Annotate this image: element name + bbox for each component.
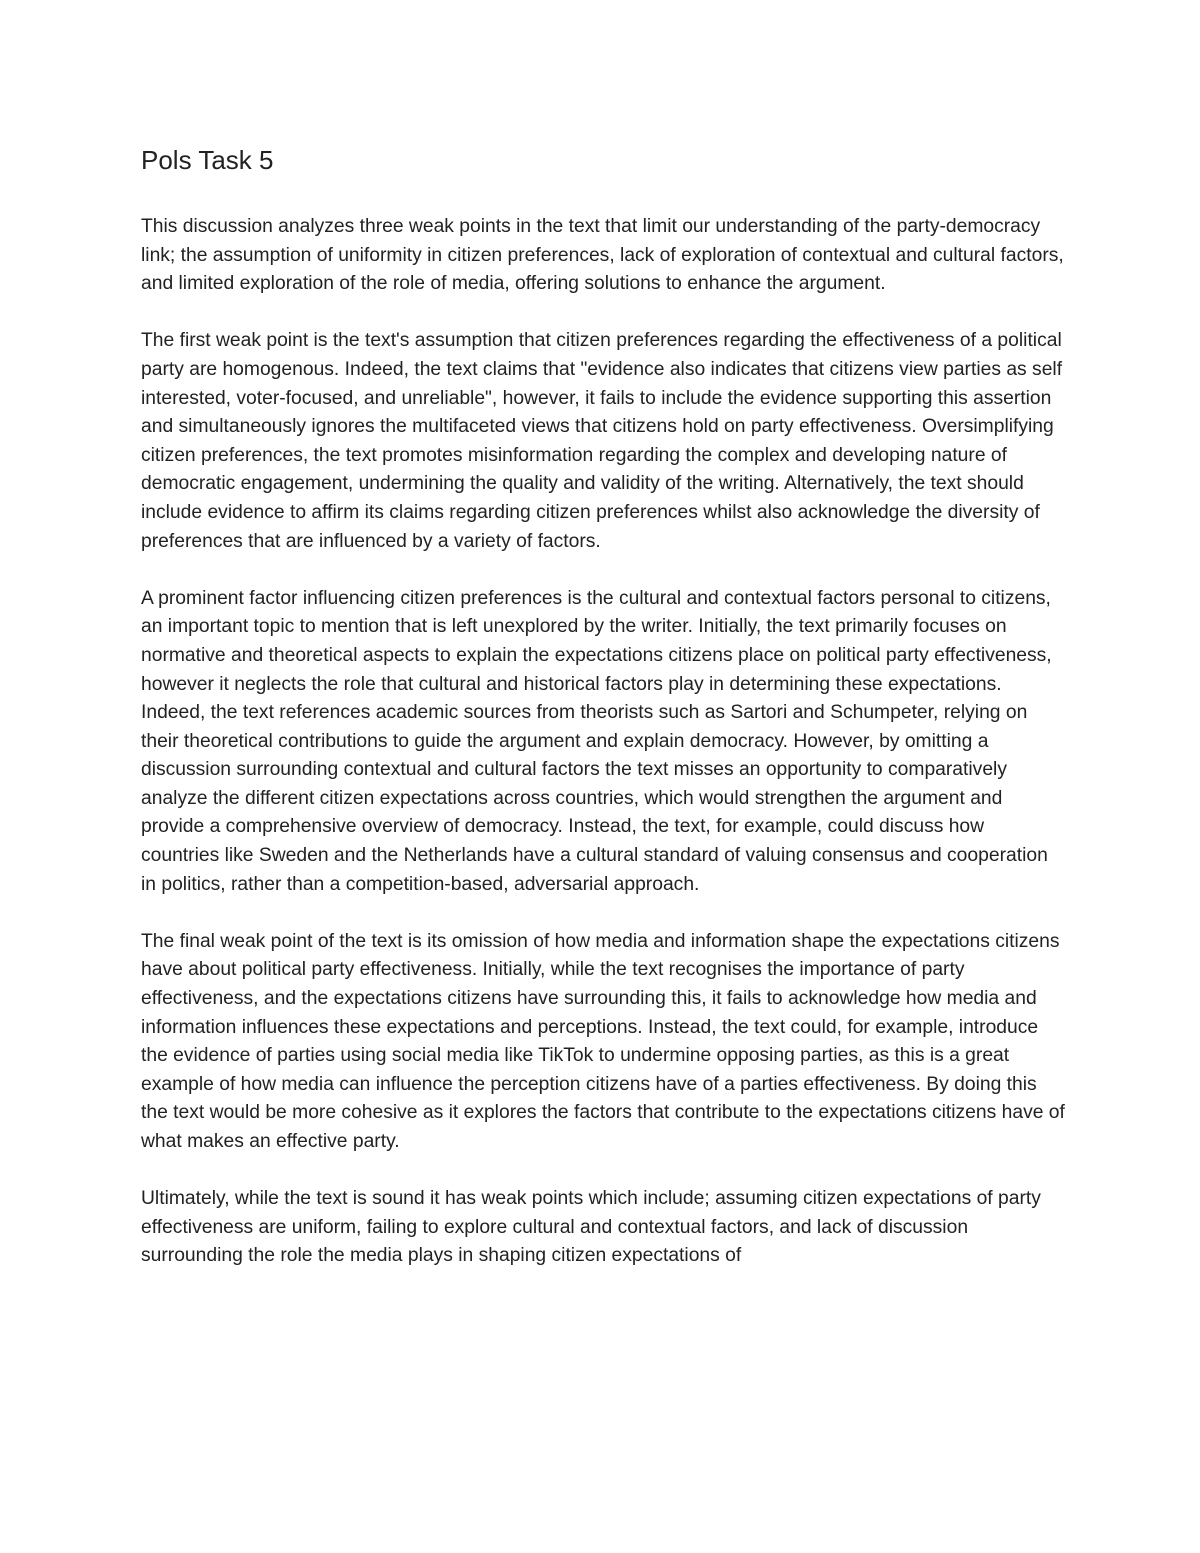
paragraph-conclusion: Ultimately, while the text is sound it has weak points which include; assuming citizen expectations of party effectiveness are uniform, failing to explore cultural and contextual factors, and lack of discussion surrounding the role the media plays in shaping citizen expectations of (141, 1188, 1041, 1267)
document-title: Pols Task 5 (141, 145, 274, 175)
paragraph-introduction: This discussion analyzes three weak points in the text that limit our understanding of the party-democracy link; the assumption of uniformity in citizen preferences, lack of exploration of contextual and cultural factors, and limited exploration of the role of media, offering solutions to enhance the argument. (141, 216, 1064, 295)
paragraph-media-weak-point: The final weak point of the text is its omission of how media and information shape the expectations citizens have about political party effectiveness. Initially, while the text recognises the importance of party effectiveness, and the expectations citizens have surrounding this, it fails to acknowledge how media and information influences these expectations and perceptions. Instead, the text could, for example, introduce the evidence of parties using social media like TikTok to undermine opposing parties, as this is a great example of how media can influence the perception citizens have of a parties effectiveness. By doing this the text would be more cohesive as it explores the factors that contribute to the expectations citizens have of what makes an effective party. (141, 930, 1065, 1152)
paragraph-first-weak-point: The first weak point is the text's assumption that citizen preferences regarding the effectiveness of a political party are homogenous. Indeed, the text claims that "evidence also indicates that citizens view parties as self interested, voter-focused, and unreliable", however, it fails to include the evidence supporting this assertion and simultaneously ignores the multifaceted views that citizens hold on party effectiveness. Oversimplifying citizen preferences, the text promotes misinformation regarding the complex and developing nature of democratic engagement, undermining the quality and validity of the writing. Alternatively, the text should include evidence to affirm its claims regarding citizen preferences whilst also acknowledge the diversity of preferences that are influenced by a variety of factors. (141, 330, 1063, 552)
paragraph-cultural-factors: A prominent factor influencing citizen preferences is the cultural and contextual factors personal to citizens, an important topic to mention that is left unexplored by the writer. Initially, the text primarily focuses on normative and theoretical aspects to explain the expectations citizens place on political party effectiveness, however it neglects the role that cultural and historical factors play in determining these expectations. Indeed, the text references academic sources from theorists such as Sartori and Schumpeter, relying on their theoretical contributions to guide the argument and explain democracy. However, by omitting a discussion surrounding contextual and cultural factors the text misses an opportunity to comparatively analyze the different citizen expectations across countries, which would strengthen the argument and provide a comprehensive overview of democracy. Instead, the text, for example, could discuss how countries like Sweden and the Netherlands have a cultural standard of valuing consensus and cooperation in politics, rather than a competition-based, adversarial approach. (141, 587, 1052, 895)
document-body (141, 138, 1066, 1271)
